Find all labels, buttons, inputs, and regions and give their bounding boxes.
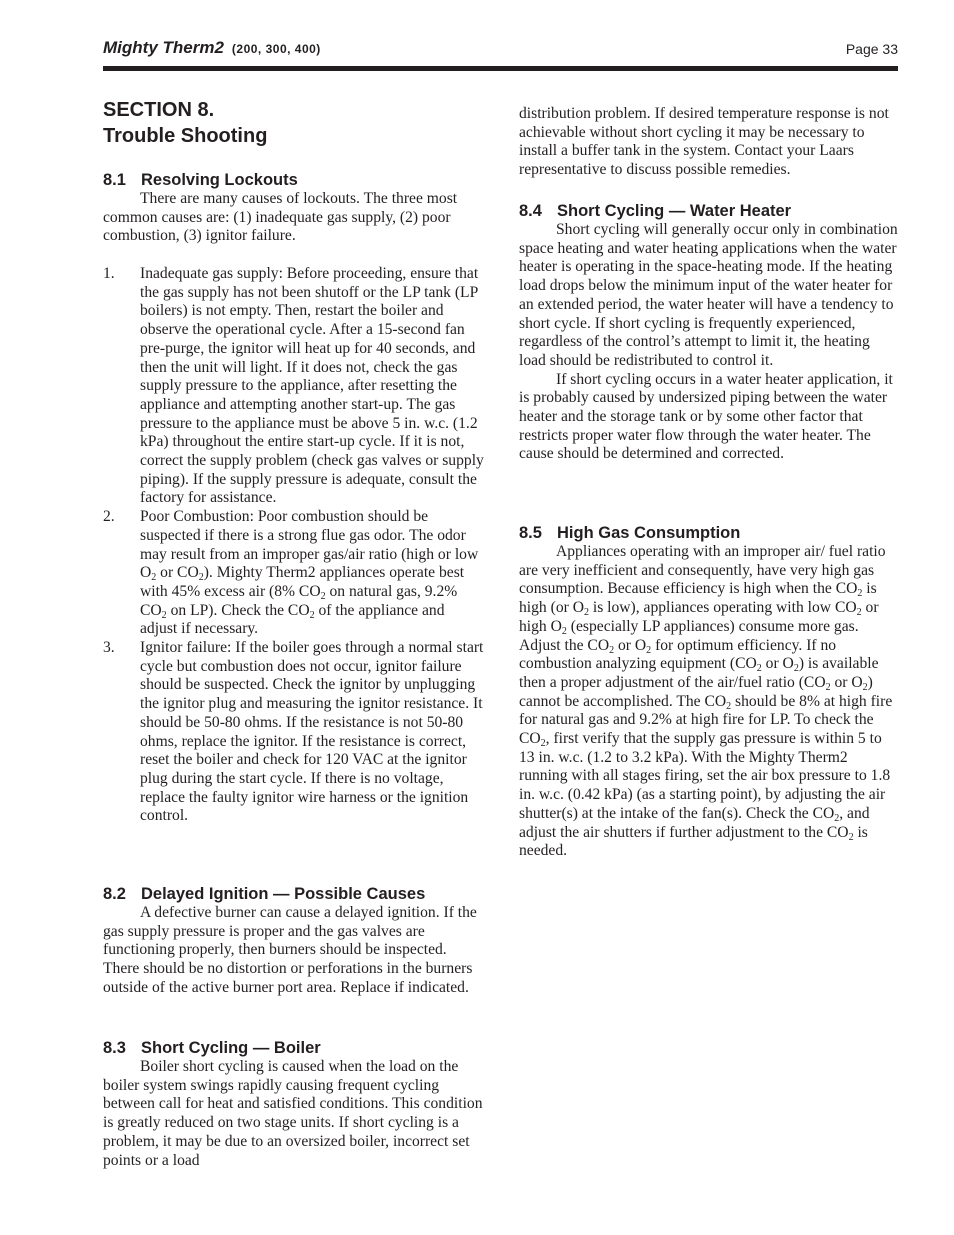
paragraph: If short cycling occurs in a water heater application, it is probably caused by undersized piping between the water heater and the storage tank or by some other factor that restricts proper water flow through the water heater. The cause should be determined and corrected. xyxy=(519,370,893,463)
heading-number: 8.2 xyxy=(103,885,126,903)
heading-number: 8.4 xyxy=(519,202,542,220)
list-text: Ignitor failure: If the boiler goes through a normal start cycle but combustion does not occur, ignitor failure should be suspected. Check the ignitor by unplugging the ignitor plug and measuring the ignitor resistance. It should be 50-80 ohms. If the resistance is not 50-80 ohms, replace the ignitor. If the resistance is correct, reset the boiler and check for 120 VAC at the ignitor plug during the start cycle. If there is no voltage, replace the faulty ignitor wire harness or the ignition control. xyxy=(140,639,484,825)
list-text: Poor Combustion: Poor combustion should be suspected if there is a strong flue gas odor. The odor may result from an improper gas/air ratio (high or low $O_2$ or $CO_2$). Mighty Therm2 appliances operate best with 45% excess air (8% $CO_2$ on natural gas, 9.2% $CO_2$ on LP). Check the $CO_2$ of the appliance and adjust if necessary. xyxy=(140,508,479,638)
paragraph: There are many causes of lockouts. The three most common causes are: (1) inadequate gas supply, (2) poor combustion, (3) ignitor failure. xyxy=(103,190,458,245)
page-header xyxy=(103,38,898,66)
section-heading xyxy=(103,97,483,149)
heading-8-1 xyxy=(103,171,483,190)
heading-text: Resolving Lockouts xyxy=(141,171,298,189)
heading-8-5 xyxy=(519,524,899,543)
section-8-1 xyxy=(103,171,483,246)
heading-8-2 xyxy=(103,885,483,904)
header-rule xyxy=(103,66,898,71)
lockout-causes-list xyxy=(103,265,485,826)
section-8-5 xyxy=(519,524,899,861)
heading-text: Short Cycling — Boiler xyxy=(141,1039,321,1057)
heading-number: 8.3 xyxy=(103,1039,126,1057)
paragraph: distribution problem. If desired temperature response is not achievable without short cycling it may be necessary to install a buffer tank in the system. Contact your Laars representative to discuss possible remedies. xyxy=(519,105,889,179)
heading-8-4 xyxy=(519,202,899,221)
section-8-3 xyxy=(103,1039,483,1170)
list-number: 1. xyxy=(103,265,115,282)
list-text: Inadequate gas supply: Before proceeding, ensure that the gas supply has not been shutoff or the LP tank (LP boilers) is not empty. Then, restart the boiler and observe the operational cycle. After a 15-second fan pre-purge, the ignitor will heat up for 40 seconds, and then the unit will light. If it does not, check the gas supply pressure to the appliance, after resetting the appliance and attempting another start-up. The gas pressure to the appliance must be above 5 in. w.c. (1.2 kPa) throughout the entire start-up cycle. If it is not, correct the supply problem (check gas valves or supply piping). If the supply pressure is adequate, consult the factory for assistance. xyxy=(140,265,484,507)
section-8-3-continued xyxy=(519,105,899,180)
paragraph: Appliances operating with an improper air/ fuel ratio are very inefficient and consequently, have very high gas consumption. Because efficiency is high when the $CO_2$ is high (or $O_2$ is low), appliances operating with low $CO_2$ or high $O_2$ (especially LP appliances) consume more gas. Adjust the $CO_2$ or $O_2$ for optimum efficiency. If no combustion analyzing equipment ($CO_2$ or $O_2$) is available then a proper adjustment of the air/fuel ratio ($CO_2$ or $O_2$) cannot be accomplished. The $CO_2$ should be 8% at high fire for natural gas and 9.2% at high fire for LP. To check the $CO_2$, first verify that the supply gas pressure is within 5 to 13 in. w.c. (1.2 to 3.2 kPa). With the Mighty Therm2 running with all stages firing, set the air box pressure to 1.8 in. w.c. (0.42 kPa) (as a starting point), by adjusting the air shutter(s) at the intake of the fan(s). Check the $CO_2$, and adjust the air shutters if further adjustment to the $CO_2$ is needed. xyxy=(519,543,893,860)
heading-number: 8.5 xyxy=(519,524,542,542)
model-numbers: (200, 300, 400) xyxy=(231,42,321,56)
heading-number: 8.1 xyxy=(103,171,126,189)
heading-text: High Gas Consumption xyxy=(557,524,741,542)
heading-text: Short Cycling — Water Heater xyxy=(557,202,792,220)
section-number: SECTION 8. xyxy=(103,99,215,121)
paragraph: A defective burner can cause a delayed ignition. If the gas supply pressure is proper and the gas valves are functioning properly, then burners should be inspected. There should be no distortion or perforations in the burners outside of the active burner port area. Replace if indicated. xyxy=(103,904,477,996)
heading-8-3 xyxy=(103,1039,483,1058)
list-item xyxy=(103,265,485,508)
list-item xyxy=(103,639,485,826)
heading-text: Delayed Ignition — Possible Causes xyxy=(141,885,426,903)
list-number: 3. xyxy=(103,639,115,657)
list-number: 2. xyxy=(103,508,115,526)
section-title: Trouble Shooting xyxy=(103,125,268,147)
paragraph: Boiler short cycling is caused when the load on the boiler system swings rapidly causing frequent cycling between call for heat and satisfied conditions. This condition is greatly reduced on two stage units. If short cycling is a problem, it may be due to an oversized boiler, incorrect set points or a load xyxy=(103,1058,483,1169)
paragraph: Short cycling will generally occur only in combination space heating and water heating applications when the water heater is operating in the space-heating mode. If the heating load drops below the minimum input of the water heater for an extended period, the water heater will have a tendency to short cycle. If short cycling is frequently experienced, regardless of the control’s attempt to limit it, the heating load should be redistributed to control it. xyxy=(519,221,898,369)
section-8-4 xyxy=(519,202,899,464)
header-brand xyxy=(103,38,321,58)
list-item xyxy=(103,508,485,639)
brand-name: Mighty Therm2 xyxy=(103,38,224,57)
page-number: Page 33 xyxy=(845,41,898,57)
section-8-2 xyxy=(103,885,483,998)
